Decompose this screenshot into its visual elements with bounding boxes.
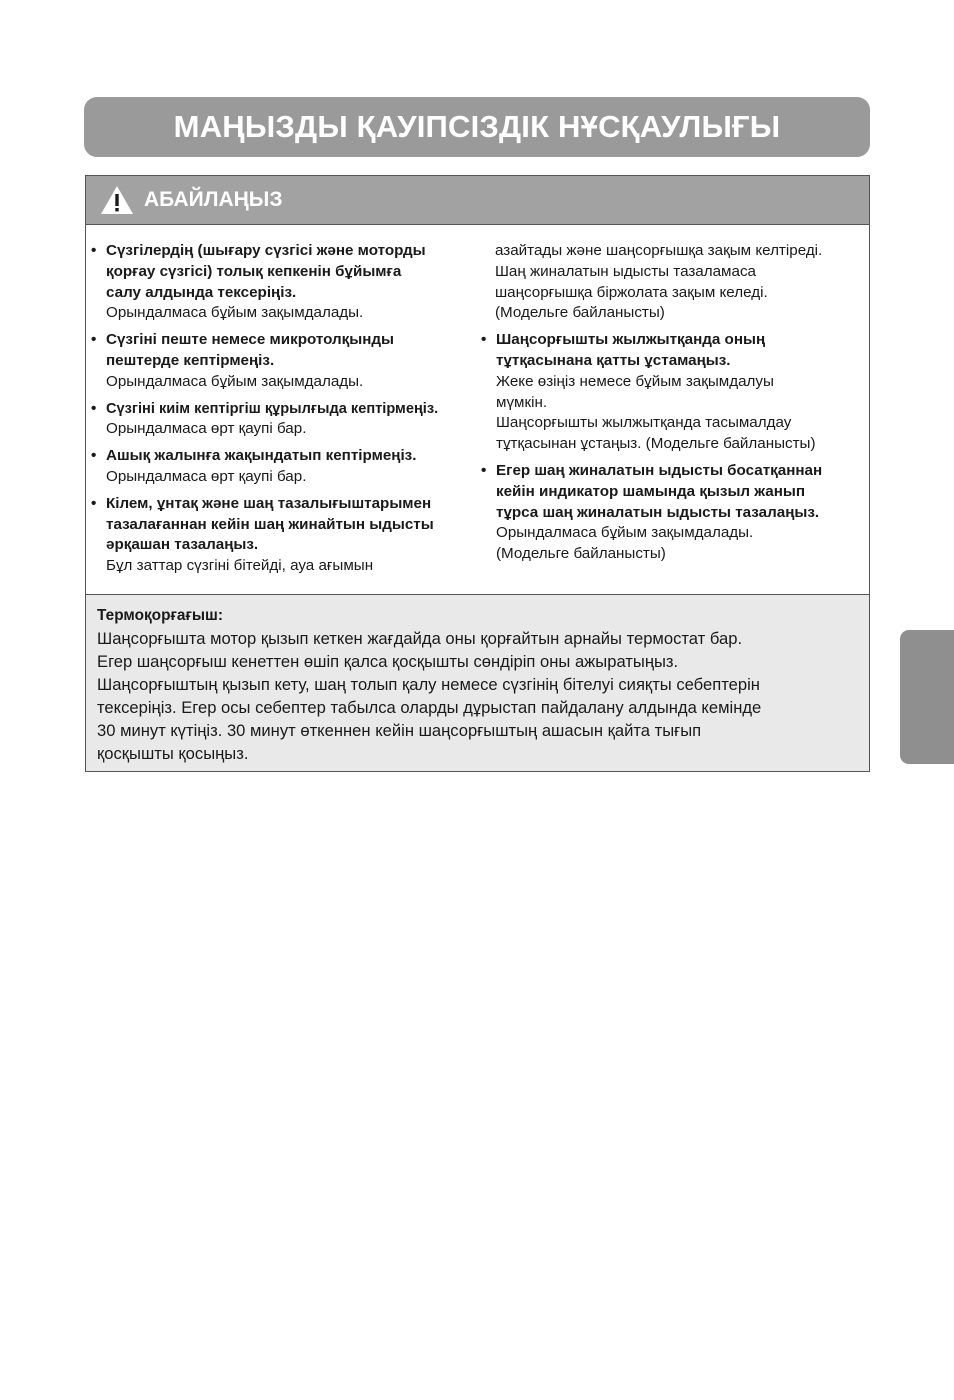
caution-item-continuation [481,241,871,324]
thermal-protector-line: Шаңсорғышта мотор қызып кеткен жағдайда оны қорғайтын арнайы термостат бар. [97,629,743,648]
page-title: МАҢЫЗДЫ ҚАУІПСІЗДІК НҰСҚАУЛЫҒЫ [173,109,781,144]
item-heading-line: Кілем, ұнтақ және шаң тазалығыштарымен [106,494,432,512]
item-heading-line: Шаңсорғышты жылжытқанда оның [496,331,766,349]
bullet: • [91,331,97,349]
thermal-protector-line: тексеріңіз. Егер осы себептер табылса оларды дұрыстап пайдалану алдында кемінде [97,698,762,717]
item-heading-line: Ашық жалынға жақындатып кептірмеңіз. [106,447,417,465]
page-title-banner [84,97,870,157]
item-body-line: Орындалмаса бұйым зақымдалады. [106,304,364,322]
section-side-tab [900,630,954,764]
item-heading-line: тазалағаннан кейін шаң жинайтын ыдысты [106,515,434,533]
item-heading-line: пештерде кептірмеңіз. [106,351,275,369]
item-body-line: Шаңсорғышты жылжытқанда тасымалдау [496,414,792,432]
item-heading-line: Сүзгіні пеште немесе микротолқынды [106,331,395,349]
caution-item [481,330,871,455]
item-heading-line: Сүзгілердің (шығару сүзгісі және моторды [106,242,426,259]
thermal-protector-line: 30 минут күтіңіз. 30 минут өткеннен кейін шаңсорғыштың ашасын қайта тығып [97,721,702,740]
thermal-protector-title: Термоқорғағыш: [97,607,223,624]
caution-item [91,241,486,324]
bullet: • [91,447,97,465]
item-heading-line: қорғау сүзгісі) толық кепкенін бұйымға [106,262,402,280]
caution-item [91,330,486,392]
item-body-line: Шаң жиналатын ыдысты тазаламаса [495,262,756,280]
caution-header [86,176,869,225]
caution-item [91,399,486,441]
item-body-line: (Модельге байланысты) [496,545,666,563]
item-body-line: Орындалмаса өрт қаупі бар. [106,467,307,485]
item-heading-line: Сүзгіні киім кептіргіш құрылғыда кептірмеңіз. [106,400,439,417]
caution-title: АБАЙЛАҢЫЗ [144,188,283,211]
bullet: • [481,461,487,479]
thermal-protector-line: Егер шаңсорғыш кенеттен өшіп қалса қосқышты сөндіріп оны ажыратыңыз. [97,652,679,671]
item-heading-line: Егер шаң жиналатын ыдысты босатқаннан [496,461,823,479]
bullet: • [91,494,97,512]
item-body-line: Орындалмаса бұйым зақымдалады. [496,524,754,542]
thermal-protector-note [86,594,869,771]
warning-triangle-icon [100,185,134,215]
item-body-line: шаңсорғышқа біржолата зақым келеді. [495,283,768,301]
item-heading-line: әрқашан тазалаңыз. [106,536,259,554]
item-body-line: мүмкін. [496,393,548,411]
item-body-line: Орындалмаса бұйым зақымдалады. [106,372,364,390]
item-heading-line: кейін индикатор шамында қызыл жанып [496,482,806,500]
bullet: • [91,399,97,417]
caution-item [91,446,486,488]
item-body-line: (Модельге байланысты) [495,304,665,322]
item-body-line: Бұл заттар сүзгіні бітейді, ауа ағымын [106,557,374,575]
thermal-protector-line: қосқышты қосыңыз. [97,744,249,763]
item-body-line: тұтқасынан ұстаңыз. (Модельге байланысты) [496,435,816,453]
caution-left-column [91,241,486,583]
item-heading-line: салу алдында тексеріңіз. [106,283,297,301]
item-body-line: Жеке өзіңіз немесе бұйым зақымдалуы [496,372,774,390]
item-body-line: азайтады және шаңсорғышқа зақым келтіреді. [495,242,823,259]
caution-box [85,175,870,772]
item-heading-line: тұтқасынана қатты ұстамаңыз. [496,351,731,369]
caution-right-column [481,241,871,571]
item-body-line: Орындалмаса өрт қаупі бар. [106,420,307,438]
bullet: • [481,331,487,349]
thermal-protector-line: Шаңсорғыштың қызып кету, шаң толып қалу немесе сүзгінің бітелуі сияқты себептерін [97,675,760,694]
item-heading-line: тұрса шаң жиналатын ыдысты тазалаңыз. [496,503,820,521]
caution-item [91,494,486,577]
bullet: • [91,242,97,259]
caution-item [481,461,871,565]
